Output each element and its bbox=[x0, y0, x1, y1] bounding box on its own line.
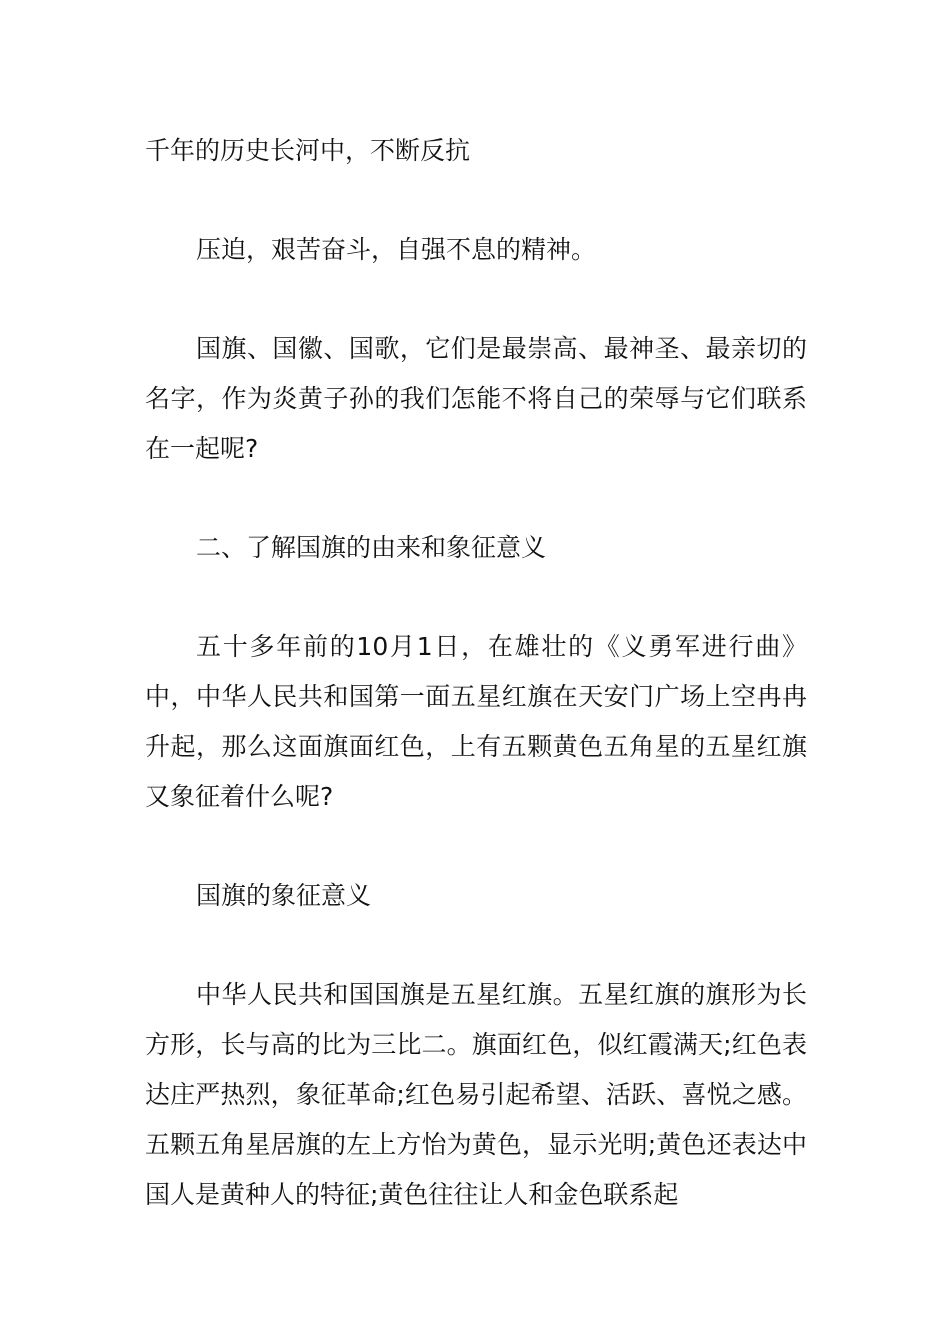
paragraph-national-symbols: 国旗、国徽、国歌，它们是最崇高、最神圣、最亲切的名字，作为炎黄子孙的我们怎能不将自己的荣辱与它们联系在一起呢? bbox=[145, 334, 807, 463]
paragraph-first-flag: 五十多年前的10月1日，在雄壮的《义勇军进行曲》中，中华人民共和国第一面五星红旗在天安门广场上空冉冉升起，那么这面旗面红色，上有五颗黄色五角星的五星红旗又象征着什么呢? bbox=[145, 632, 807, 811]
paragraph-spirit: 压迫，艰苦奋斗，自强不息的精神。 bbox=[196, 235, 597, 264]
paragraph-flag-description: 中华人民共和国国旗是五星红旗。五星红旗的旗形为长方形，长与高的比为三比二。旗面红色，似红霞满天;红色表达庄严热烈，象征革命;红色易引起希望、活跃、喜悦之感。五颗五角星居旗的左上方怡为黄色，显示光明;黄色还表达中国人是黄种人的特征;黄色往往让人和金色联系起 bbox=[145, 980, 807, 1209]
subheading-flag-symbolism: 国旗的象征意义 bbox=[196, 881, 372, 910]
document-body bbox=[145, 126, 807, 1269]
section-heading-flag-origin: 二、了解国旗的由来和象征意义 bbox=[196, 533, 547, 562]
paragraph-continuation: 千年的历史长河中，不断反抗 bbox=[145, 136, 471, 165]
